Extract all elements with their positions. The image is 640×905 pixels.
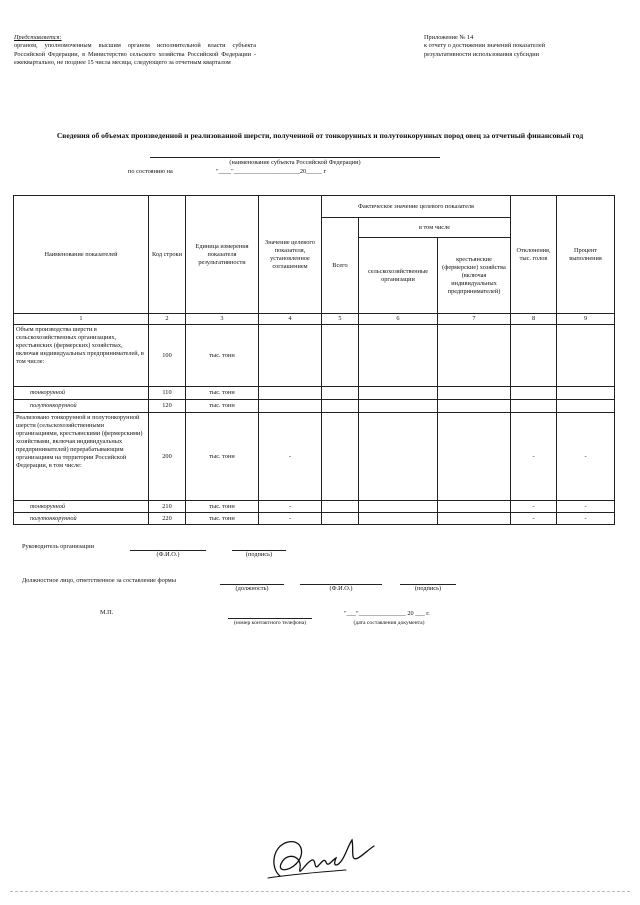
row-name: тонкорунной	[14, 501, 149, 513]
row-target[interactable]: -	[259, 501, 322, 513]
header-target: Значение целевого показателя, установленное соглашением	[259, 196, 322, 314]
row-farm[interactable]	[438, 387, 511, 400]
row-agri[interactable]	[359, 387, 438, 400]
submission-note	[14, 34, 256, 68]
row-code: 200	[149, 413, 186, 501]
row-agri[interactable]	[359, 325, 438, 387]
row-percent[interactable]	[557, 400, 615, 413]
row-agri[interactable]	[359, 513, 438, 525]
stamp-place: М.П.	[100, 609, 114, 616]
header-deviation: Отклонения, тыс. голов	[511, 196, 557, 314]
row-total[interactable]	[322, 501, 359, 513]
row-name: полутонкорунной	[14, 513, 149, 525]
col-number: 9	[557, 314, 615, 325]
row-total[interactable]	[322, 513, 359, 525]
appendix-line2: к отчету о достижении значений показателей	[424, 42, 545, 50]
row-farm[interactable]	[438, 325, 511, 387]
row-total[interactable]	[322, 413, 359, 501]
row-agri[interactable]	[359, 501, 438, 513]
row-percent[interactable]: -	[557, 513, 615, 525]
submission-note-title: Представляется:	[14, 34, 62, 41]
header-farm: крестьянские (фермерские) хозяйства (включая индивидуальных предпринимателей)	[438, 238, 511, 314]
as-of-label: по состоянию на	[128, 168, 173, 175]
row-unit: тыс. тонн	[186, 325, 259, 387]
row-farm[interactable]	[438, 413, 511, 501]
row-farm[interactable]	[438, 400, 511, 413]
row-target[interactable]: -	[259, 513, 322, 525]
responsible-fio-caption: (Ф.И.О.)	[329, 585, 353, 592]
col-number: 8	[511, 314, 557, 325]
table-row	[14, 400, 615, 413]
phone-caption: (номер контактного телефона)	[233, 620, 307, 626]
head-label: Руководитель организации	[22, 543, 94, 550]
row-total[interactable]	[322, 400, 359, 413]
row-unit: тыс. тонн	[186, 400, 259, 413]
row-code: 220	[149, 513, 186, 525]
header-agri: сельскохозяйственные организации	[359, 238, 438, 314]
row-code: 120	[149, 400, 186, 413]
row-agri[interactable]	[359, 413, 438, 501]
row-percent[interactable]: -	[557, 413, 615, 501]
date-caption: (дата составления документа)	[353, 620, 425, 626]
table-row	[14, 325, 615, 387]
row-total[interactable]	[322, 387, 359, 400]
responsible-label: Должностное лицо, ответственное за составление формы	[22, 577, 177, 584]
row-deviation[interactable]: -	[511, 501, 557, 513]
responsible-signature-caption: (подпись)	[414, 585, 442, 592]
row-deviation[interactable]	[511, 400, 557, 413]
position-caption: (должность)	[235, 585, 269, 592]
col-number: 4	[259, 314, 322, 325]
table-row	[14, 387, 615, 400]
date-line[interactable]: "___"_______________ 20 ___ г.	[344, 610, 430, 617]
header-total: Всего	[322, 218, 359, 314]
table-row	[14, 513, 615, 525]
row-target[interactable]	[259, 325, 322, 387]
subject-caption: (наименование субъекта Российской Федерации)	[229, 159, 361, 166]
row-deviation[interactable]: -	[511, 413, 557, 501]
col-number: 7	[438, 314, 511, 325]
row-name: полутонкорунной	[14, 400, 149, 413]
subject-line	[150, 157, 440, 158]
row-unit: тыс. тонн	[186, 513, 259, 525]
row-farm[interactable]	[438, 513, 511, 525]
table-row	[14, 501, 615, 513]
head-fio-caption: (Ф.И.О.)	[156, 551, 180, 558]
row-target[interactable]: -	[259, 413, 322, 501]
header-actual: Фактическое значение целевого показателя	[322, 196, 511, 218]
row-deviation[interactable]: -	[511, 513, 557, 525]
col-number: 3	[186, 314, 259, 325]
row-code: 110	[149, 387, 186, 400]
row-name: Реализовано тонкорунной и полутонкорунной шерсти (сельскохозяйственными организациями, крестьянскими (фермерскими) хозяйствами, включая индивидуальных предпринимателей) перерабатывающим организациям на территории Российской Федерации, в том числе:	[14, 413, 149, 501]
header-name: Наименование показателей	[14, 196, 149, 314]
col-number: 6	[359, 314, 438, 325]
phone-line[interactable]	[228, 618, 312, 619]
as-of-date: "____"_____________________20_____ г	[216, 168, 327, 175]
header-unit: Единица измерения показателя результативности	[186, 196, 259, 314]
row-percent[interactable]: -	[557, 501, 615, 513]
wool-table	[13, 195, 615, 525]
row-unit: тыс. тонн	[186, 387, 259, 400]
header-including: в том числе	[359, 218, 511, 238]
row-deviation[interactable]	[511, 325, 557, 387]
col-number: 2	[149, 314, 186, 325]
row-unit: тыс. тонн	[186, 501, 259, 513]
row-unit: тыс. тонн	[186, 413, 259, 501]
appendix-number: Приложение № 14	[424, 34, 474, 41]
row-total[interactable]	[322, 325, 359, 387]
head-signature-caption: (подпись)	[245, 551, 273, 558]
row-target[interactable]	[259, 387, 322, 400]
row-code: 210	[149, 501, 186, 513]
row-percent[interactable]	[557, 325, 615, 387]
row-farm[interactable]	[438, 501, 511, 513]
col-number: 5	[322, 314, 359, 325]
header-percent: Процент выполнения	[557, 196, 615, 314]
document-title: Сведения об объемах произведенной и реализованной шерсти, полученной от тонкорунных и полутонкорунных пород овец за отчетный финансовый год	[56, 131, 584, 140]
row-name: тонкорунной	[14, 387, 149, 400]
row-agri[interactable]	[359, 400, 438, 413]
handwritten-signature-icon	[262, 832, 382, 892]
submission-note-text: органом, уполномоченным высшим органом исполнительной власти субъекта Российской Федерации, в Министерство сельского хозяйства Российской Федерации - ежеквартально, не позднее 15 числа месяца, следующего за отчетным кварталом	[14, 42, 256, 67]
appendix-line3: результативности использования субсидии	[424, 50, 539, 58]
header-code: Код строки	[149, 196, 186, 314]
row-code: 100	[149, 325, 186, 387]
row-target[interactable]	[259, 400, 322, 413]
row-name: Объем производства шерсти в сельскохозяйственных организациях, крестьянских (фермерских) хозяйствах, включая индивидуальных предпринимателей, в том числе:	[14, 325, 149, 387]
appendix-note	[424, 34, 624, 59]
table-row	[14, 413, 615, 501]
col-number: 1	[14, 314, 149, 325]
row-percent[interactable]	[557, 387, 615, 400]
page-bottom-edge	[10, 891, 630, 892]
row-deviation[interactable]	[511, 387, 557, 400]
